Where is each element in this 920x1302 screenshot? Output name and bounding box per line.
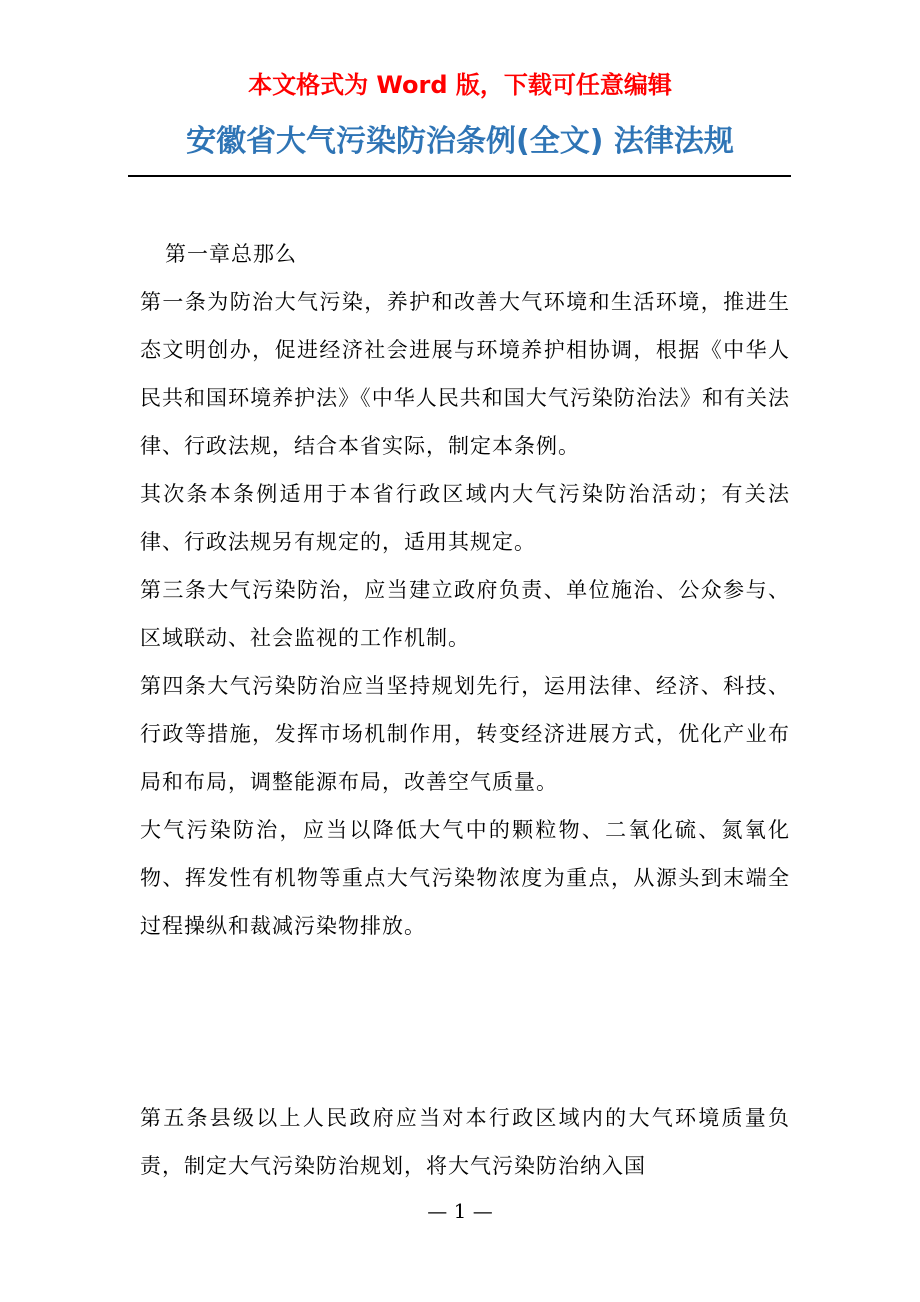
article-block-continued [140,1094,790,1190]
article-block [140,278,790,950]
document-title: 安徽省大气污染防治条例(全文) 法律法规 [186,124,734,159]
title-divider [128,175,791,177]
format-notice-banner: 本文格式为 Word 版，下载可任意编辑 [248,71,672,99]
article-2-paragraph: 其次条本条例适用于本省行政区域内大气污染防治活动；有关法律、行政法规另有规定的，适用其规定。 [140,482,790,554]
article-5-paragraph: 第五条县级以上人民政府应当对本行政区域内的大气环境质量负责，制定大气污染防治规划，将大气污染防治纳入国 [140,1106,790,1178]
article-4-continuation-paragraph: 大气污染防治，应当以降低大气中的颗粒物、二氧化硫、氮氧化物、挥发性有机物等重点大气污染物浓度为重点，从源头到末端全过程操纵和裁减污染物排放。 [140,818,790,938]
page-number: — 1 — [427,1199,493,1223]
article-4-paragraph: 第四条大气污染防治应当坚持规划先行，运用法律、经济、科技、行政等措施，发挥市场机制作用，转变经济进展方式，优化产业布局和布局，调整能源布局，改善空气质量。 [140,674,790,794]
article-1-paragraph: 第一条为防治大气污染，养护和改善大气环境和生活环境，推进生态文明创办，促进经济社会进展与环境养护相协调，根据《中华人民共和国环境养护法》《中华人民共和国大气污染防治法》和有关法律、行政法规，结合本省实际，制定本条例。 [140,290,790,458]
chapter-heading: 第一章总那么 [165,242,297,266]
article-3-paragraph: 第三条大气污染防治，应当建立政府负责、单位施治、公众参与、区域联动、社会监视的工作机制。 [140,578,790,650]
